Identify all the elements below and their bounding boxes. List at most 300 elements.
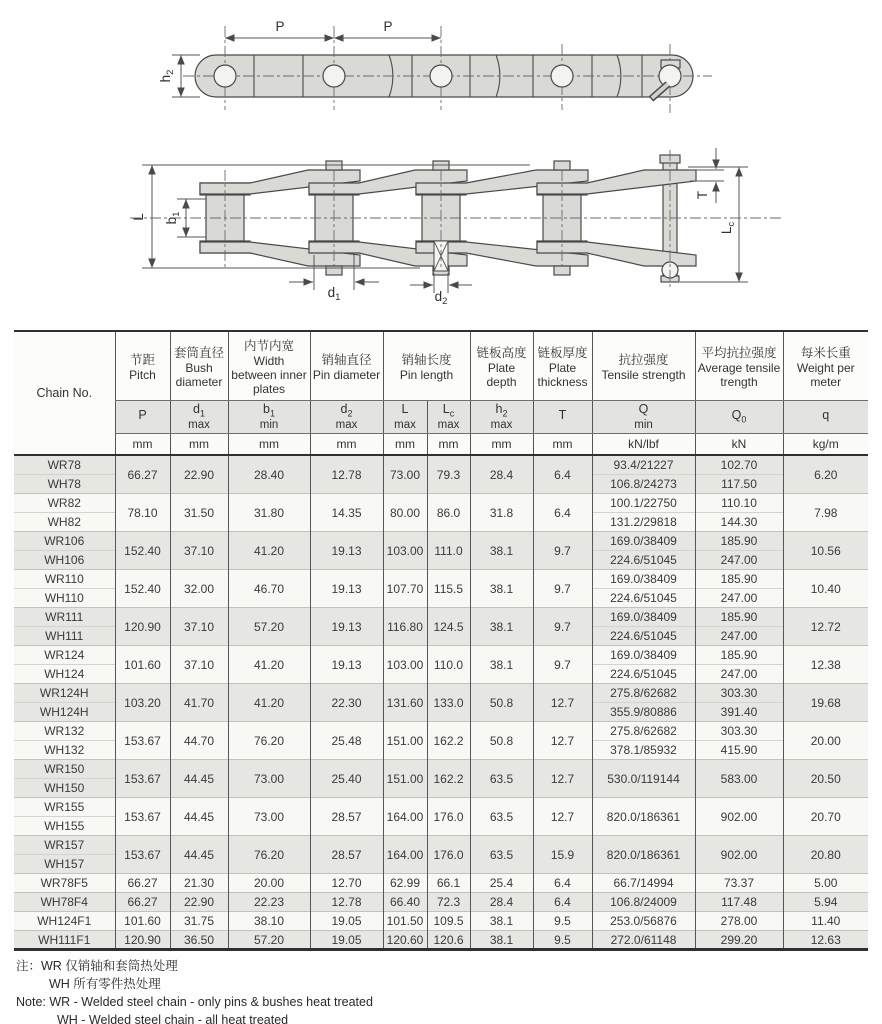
cell-d1: 37.10: [170, 608, 228, 646]
table-row: [14, 931, 868, 950]
cell-avg-tensile: [695, 455, 783, 494]
pin-hole: [551, 65, 573, 87]
cell-lc: 176.0: [427, 836, 470, 874]
symbol-h2: $h_2$ max: [470, 401, 533, 434]
cell-lc: 111.0: [427, 532, 470, 570]
cell-h2: 38.1: [470, 646, 533, 684]
cell-lc: 120.6: [427, 931, 470, 950]
cell-value: 391.40: [696, 702, 783, 721]
col-header-pin-length: 销轴长度 Pin length: [383, 331, 470, 401]
cell-value: 169.0/38409: [610, 648, 677, 663]
cell-d2: 28.57: [310, 836, 383, 874]
cell-lc: 72.3: [427, 893, 470, 912]
cell-chain-no: [14, 684, 115, 722]
cell-p: 66.27: [115, 455, 170, 494]
cell-t: 6.4: [533, 494, 592, 532]
cell-value: WR82: [47, 496, 81, 511]
spec-table-body: [14, 455, 868, 950]
cell-h2: 38.1: [470, 570, 533, 608]
symbol-d1: $d_1$ max: [170, 401, 228, 434]
cell-b1: 76.20: [228, 836, 310, 874]
cell-avg-tensile: [695, 532, 783, 570]
cell-chain-no: [14, 494, 115, 532]
cell-h2: 28.4: [470, 893, 533, 912]
cell-value: 185.90: [720, 534, 758, 549]
cell-chain-no: WH78F4: [40, 895, 88, 910]
cell-p: 78.10: [115, 494, 170, 532]
cell-d2: 19.05: [310, 912, 383, 931]
cell-value: 378.1/85932: [593, 740, 695, 759]
cell-l: 80.00: [383, 494, 427, 532]
cell-l: 151.00: [383, 722, 427, 760]
symbol-q: Q min: [592, 401, 695, 434]
cell-b1: 41.20: [228, 532, 310, 570]
cell-chain-no: [14, 798, 115, 836]
cell-d2: 19.13: [310, 608, 383, 646]
cell-weight: 19.68: [783, 684, 868, 722]
unit-pitch: mm: [115, 434, 170, 456]
cell-p: 120.90: [115, 931, 170, 950]
cell-value: 169.0/38409: [610, 610, 677, 625]
cell-l: 107.70: [383, 570, 427, 608]
col-header-plate-depth: 链板高度 Plate depth: [470, 331, 533, 401]
cell-l: 103.00: [383, 532, 427, 570]
cell-h2: 63.5: [470, 836, 533, 874]
cell-t: 9.5: [533, 931, 592, 950]
cell-b1: 46.70: [228, 570, 310, 608]
cell-chain-no: WH124F1: [37, 914, 92, 929]
table-row: [14, 760, 868, 798]
cell-d2: 19.05: [310, 931, 383, 950]
cell-p: 153.67: [115, 760, 170, 798]
cell-l: 116.80: [383, 608, 427, 646]
symbol-d2: $d_2$ max: [310, 401, 383, 434]
cell-value: WR124H: [39, 686, 89, 701]
cell-b1: 31.80: [228, 494, 310, 532]
col-header-bush-diameter: 套筒直径 Bush diameter: [170, 331, 228, 401]
table-row: [14, 874, 868, 893]
cell-avg-tensile: [695, 494, 783, 532]
cell-weight: 20.50: [783, 760, 868, 798]
cell-value: WR150: [44, 762, 85, 777]
cell-value: 185.90: [720, 610, 758, 625]
dim-label-h2: $h_2$: [158, 69, 176, 83]
cell-d2: 25.40: [310, 760, 383, 798]
col-header-tensile-strength: 抗拉强度 Tensile strength: [592, 331, 695, 401]
cell-value: WH157: [14, 854, 115, 873]
cell-lc: 162.2: [427, 722, 470, 760]
chain-top-view-drawing: [0, 135, 882, 330]
cell-value: 169.0/38409: [610, 572, 677, 587]
symbol-q0: $Q_0$: [695, 401, 783, 434]
cell-value: 100.1/22750: [610, 496, 677, 511]
cell-value: 110.10: [721, 496, 757, 511]
cell-value: 224.6/51045: [593, 664, 695, 683]
cell-h2: 38.1: [470, 532, 533, 570]
table-row: [14, 893, 868, 912]
cell-value: 185.90: [720, 572, 758, 587]
symbol-b1: $b_1$ min: [228, 401, 310, 434]
cell-chain-no: [14, 836, 115, 874]
cell-value: 355.9/80886: [593, 702, 695, 721]
cell-weight: 12.63: [783, 931, 868, 950]
cell-d2: 12.78: [310, 893, 383, 912]
cell-b1: 76.20: [228, 722, 310, 760]
cell-avg-tensile: [695, 570, 783, 608]
cell-d2: 19.13: [310, 532, 383, 570]
col-header-pin-diameter: 销轴直径 Pin diameter: [310, 331, 383, 401]
cell-lc: 66.1: [427, 874, 470, 893]
cell-h2: 50.8: [470, 722, 533, 760]
dim-label-l: L: [131, 213, 146, 221]
cell-value: WH110: [14, 588, 115, 607]
cell-b1: 38.10: [228, 912, 310, 931]
cell-t: 12.7: [533, 798, 592, 836]
cell-d1: 22.90: [170, 455, 228, 494]
cell-avg-tensile: 583.00: [695, 760, 783, 798]
cell-b1: 57.20: [228, 608, 310, 646]
col-header-pitch: 节距 Pitch: [115, 331, 170, 401]
table-row: [14, 836, 868, 874]
cell-h2: 25.4: [470, 874, 533, 893]
cell-value: WH124: [14, 664, 115, 683]
cell-lc: 176.0: [427, 798, 470, 836]
cell-p: 101.60: [115, 912, 170, 931]
cell-t: 12.7: [533, 760, 592, 798]
cell-d2: 28.57: [310, 798, 383, 836]
cell-weight: 12.72: [783, 608, 868, 646]
cell-t: 12.7: [533, 722, 592, 760]
cell-t: 12.7: [533, 684, 592, 722]
cell-l: 103.00: [383, 646, 427, 684]
cell-weight: 20.00: [783, 722, 868, 760]
table-row: [14, 798, 868, 836]
cell-d1: 31.75: [170, 912, 228, 931]
cell-value: 131.2/29818: [593, 512, 695, 531]
cell-weight: 10.56: [783, 532, 868, 570]
cell-p: 120.90: [115, 608, 170, 646]
cell-weight: 5.94: [783, 893, 868, 912]
symbol-q-weight: q: [783, 401, 868, 434]
col-header-chain-no: Chain No.: [14, 331, 115, 455]
unit-q: kN/lbf: [592, 434, 695, 456]
cell-weight: 6.20: [783, 455, 868, 494]
cell-value: WR111: [45, 610, 84, 625]
col-header-average-tensile: 平均抗拉强度 Average tensile trength: [695, 331, 783, 401]
dim-label-b1: $b_1$: [164, 211, 182, 225]
symbol-l: L max: [383, 401, 427, 434]
cell-value: 247.00: [696, 626, 783, 645]
col-header-weight: 每米长重 Weight per meter: [783, 331, 868, 401]
dim-label-d1: $d_1$: [327, 285, 341, 303]
cell-weight: 5.00: [783, 874, 868, 893]
unit-weight: kg/m: [783, 434, 868, 456]
cell-b1: 57.20: [228, 931, 310, 950]
cell-b1: 73.00: [228, 760, 310, 798]
cell-d1: 32.00: [170, 570, 228, 608]
cell-b1: 28.40: [228, 455, 310, 494]
cell-value: WH124H: [14, 702, 115, 721]
cell-value: 275.8/62682: [610, 686, 677, 701]
cell-t: 9.7: [533, 532, 592, 570]
cell-l: 151.00: [383, 760, 427, 798]
cell-d2: 19.13: [310, 570, 383, 608]
table-row: [14, 608, 868, 646]
cell-value: 247.00: [696, 588, 783, 607]
cell-value: 303.30: [720, 686, 758, 701]
cell-lc: 110.0: [427, 646, 470, 684]
cell-lc: 115.5: [427, 570, 470, 608]
cell-value: WH111: [14, 626, 115, 645]
cell-avg-tensile: 902.00: [695, 836, 783, 874]
note-cn-wh: WH 所有零件热处理: [49, 977, 161, 992]
dim-label-d2: $d_2$: [434, 289, 448, 307]
cell-chain-no: [14, 722, 115, 760]
cell-value: 185.90: [720, 648, 758, 663]
cell-value: WH132: [14, 740, 115, 759]
cell-avg-tensile: 299.20: [695, 931, 783, 950]
pin-hole: [214, 65, 236, 87]
cell-value: 106.8/24273: [593, 474, 695, 493]
cell-t: 9.7: [533, 570, 592, 608]
cell-value: 144.30: [696, 512, 783, 531]
cell-weight: 11.40: [783, 912, 868, 931]
cell-chain-no: WH111F1: [38, 932, 91, 947]
table-row: [14, 494, 868, 532]
cell-chain-no: [14, 455, 115, 494]
cell-chain-no: [14, 570, 115, 608]
symbol-t: T: [533, 401, 592, 434]
unit-d1: mm: [170, 434, 228, 456]
cell-value: 102.70: [720, 458, 758, 473]
table-row: [14, 684, 868, 722]
cell-b1: 41.20: [228, 646, 310, 684]
cell-d1: 37.10: [170, 532, 228, 570]
symbol-p: P: [115, 401, 170, 434]
cell-value: 415.90: [696, 740, 783, 759]
cell-value: 224.6/51045: [593, 626, 695, 645]
chain-spec-table: [14, 330, 868, 951]
cell-value: WR106: [44, 534, 85, 549]
cell-l: 101.50: [383, 912, 427, 931]
cell-p: 153.67: [115, 836, 170, 874]
symbol-lc: $L_c$ max: [427, 401, 470, 434]
unit-l: mm: [383, 434, 427, 456]
col-header-inner-width: 内节内宽 Width between inner plates: [228, 331, 310, 401]
cell-p: 66.27: [115, 893, 170, 912]
cell-value: 169.0/38409: [610, 534, 677, 549]
cell-tensile: [592, 494, 695, 532]
cell-l: 164.00: [383, 798, 427, 836]
cell-l: 66.40: [383, 893, 427, 912]
cell-tensile: 66.7/14994: [592, 874, 695, 893]
cell-tensile: 272.0/61148: [592, 931, 695, 950]
cell-t: 6.4: [533, 455, 592, 494]
cell-avg-tensile: [695, 722, 783, 760]
cell-b1: 41.20: [228, 684, 310, 722]
cell-h2: 38.1: [470, 931, 533, 950]
cell-value: WR124: [44, 648, 85, 663]
cell-tensile: [592, 455, 695, 494]
cell-tensile: [592, 684, 695, 722]
cell-tensile: 106.8/24009: [592, 893, 695, 912]
cell-chain-no: [14, 608, 115, 646]
cell-p: 153.67: [115, 798, 170, 836]
cell-tensile: [592, 608, 695, 646]
cell-t: 9.7: [533, 646, 592, 684]
cell-d1: 36.50: [170, 931, 228, 950]
cell-tensile: 820.0/186361: [592, 836, 695, 874]
table-row: [14, 570, 868, 608]
unit-lc: mm: [427, 434, 470, 456]
cell-d2: 22.30: [310, 684, 383, 722]
cell-tensile: 820.0/186361: [592, 798, 695, 836]
cell-l: 73.00: [383, 455, 427, 494]
cell-value: WR155: [44, 800, 85, 815]
cell-chain-no: [14, 532, 115, 570]
cell-p: 66.27: [115, 874, 170, 893]
table-row: [14, 646, 868, 684]
note-cn-wr: 注：WR 仅销轴和套筒热处理: [16, 959, 178, 974]
cell-t: 15.9: [533, 836, 592, 874]
cell-lc: 133.0: [427, 684, 470, 722]
cell-avg-tensile: 117.48: [695, 893, 783, 912]
cell-b1: 73.00: [228, 798, 310, 836]
cell-weight: 10.40: [783, 570, 868, 608]
cell-value: 275.8/62682: [610, 724, 677, 739]
cell-tensile: [592, 722, 695, 760]
cell-t: 6.4: [533, 893, 592, 912]
cell-d1: 41.70: [170, 684, 228, 722]
table-row: [14, 532, 868, 570]
cell-avg-tensile: 278.00: [695, 912, 783, 931]
cell-weight: 20.70: [783, 798, 868, 836]
cell-t: 9.7: [533, 608, 592, 646]
cell-avg-tensile: [695, 684, 783, 722]
cell-d2: 14.35: [310, 494, 383, 532]
cell-t: 9.5: [533, 912, 592, 931]
cell-p: 103.20: [115, 684, 170, 722]
note-en-wr: Note: WR - Welded steel chain - only pins & bushes heat treated: [16, 994, 373, 1009]
cell-lc: 79.3: [427, 455, 470, 494]
cell-b1: 22.23: [228, 893, 310, 912]
unit-t: mm: [533, 434, 592, 456]
cell-lc: 124.5: [427, 608, 470, 646]
cell-weight: 12.38: [783, 646, 868, 684]
cell-p: 152.40: [115, 570, 170, 608]
chain-side-view-drawing: [0, 0, 882, 135]
cell-l: 131.60: [383, 684, 427, 722]
dim-label-t: T: [695, 190, 710, 200]
cell-d1: 21.30: [170, 874, 228, 893]
cell-value: 247.00: [696, 664, 783, 683]
cell-chain-no: [14, 760, 115, 798]
cell-h2: 38.1: [470, 912, 533, 931]
cell-value: WR110: [44, 572, 84, 587]
cell-d1: 44.45: [170, 798, 228, 836]
cell-avg-tensile: 902.00: [695, 798, 783, 836]
cell-d1: 22.90: [170, 893, 228, 912]
cell-l: 62.99: [383, 874, 427, 893]
cell-d2: 12.70: [310, 874, 383, 893]
dim-label-pitch-2: P: [383, 19, 393, 34]
cell-d1: 44.45: [170, 836, 228, 874]
cell-l: 120.60: [383, 931, 427, 950]
cell-p: 152.40: [115, 532, 170, 570]
cell-tensile: [592, 646, 695, 684]
cell-weight: 7.98: [783, 494, 868, 532]
cell-value: WR157: [44, 838, 85, 853]
cell-weight: 20.80: [783, 836, 868, 874]
cell-d2: 12.78: [310, 455, 383, 494]
cell-value: WH155: [14, 816, 115, 835]
cell-value: WH106: [14, 550, 115, 569]
pin-hole: [659, 65, 681, 87]
cell-avg-tensile: 73.37: [695, 874, 783, 893]
cell-value: 117.50: [696, 474, 783, 493]
cell-value: WH78: [14, 474, 115, 493]
cell-value: 303.30: [720, 724, 758, 739]
note-en-wh: WH - Welded steel chain - all heat treated: [57, 1012, 289, 1024]
cell-lc: 86.0: [427, 494, 470, 532]
cell-lc: 162.2: [427, 760, 470, 798]
unit-h2: mm: [470, 434, 533, 456]
cell-d1: 44.70: [170, 722, 228, 760]
cell-b1: 20.00: [228, 874, 310, 893]
cell-value: WR78: [47, 458, 81, 473]
cell-p: 101.60: [115, 646, 170, 684]
cell-tensile: 530.0/119144: [592, 760, 695, 798]
unit-b1: mm: [228, 434, 310, 456]
cell-h2: 38.1: [470, 608, 533, 646]
cell-value: 224.6/51045: [593, 588, 695, 607]
cell-d2: 19.13: [310, 646, 383, 684]
cell-value: 224.6/51045: [593, 550, 695, 569]
cell-d2: 25.48: [310, 722, 383, 760]
cell-lc: 109.5: [427, 912, 470, 931]
cell-value: WH150: [14, 778, 115, 797]
cell-d1: 31.50: [170, 494, 228, 532]
unit-q0: kN: [695, 434, 783, 456]
cell-tensile: [592, 570, 695, 608]
cell-tensile: [592, 532, 695, 570]
cell-chain-no: [14, 646, 115, 684]
dim-label-lc: $L_c$: [719, 221, 737, 235]
cell-p: 153.67: [115, 722, 170, 760]
cell-value: WR132: [44, 724, 85, 739]
cell-h2: 28.4: [470, 455, 533, 494]
pin-hole: [323, 65, 345, 87]
cell-tensile: 253.0/56876: [592, 912, 695, 931]
footnotes: [16, 958, 882, 1024]
cell-d1: 44.45: [170, 760, 228, 798]
cell-d1: 37.10: [170, 646, 228, 684]
table-row: [14, 722, 868, 760]
cell-avg-tensile: [695, 608, 783, 646]
cell-l: 164.00: [383, 836, 427, 874]
cell-value: WH82: [14, 512, 115, 531]
cell-h2: 63.5: [470, 798, 533, 836]
table-row: [14, 912, 868, 931]
cell-chain-no: WR78F5: [40, 876, 88, 891]
unit-d2: mm: [310, 434, 383, 456]
cell-value: 93.4/21227: [613, 458, 674, 473]
cell-h2: 63.5: [470, 760, 533, 798]
table-row: [14, 455, 868, 494]
cell-value: 247.00: [696, 550, 783, 569]
pin-hole: [430, 65, 452, 87]
cell-h2: 50.8: [470, 684, 533, 722]
